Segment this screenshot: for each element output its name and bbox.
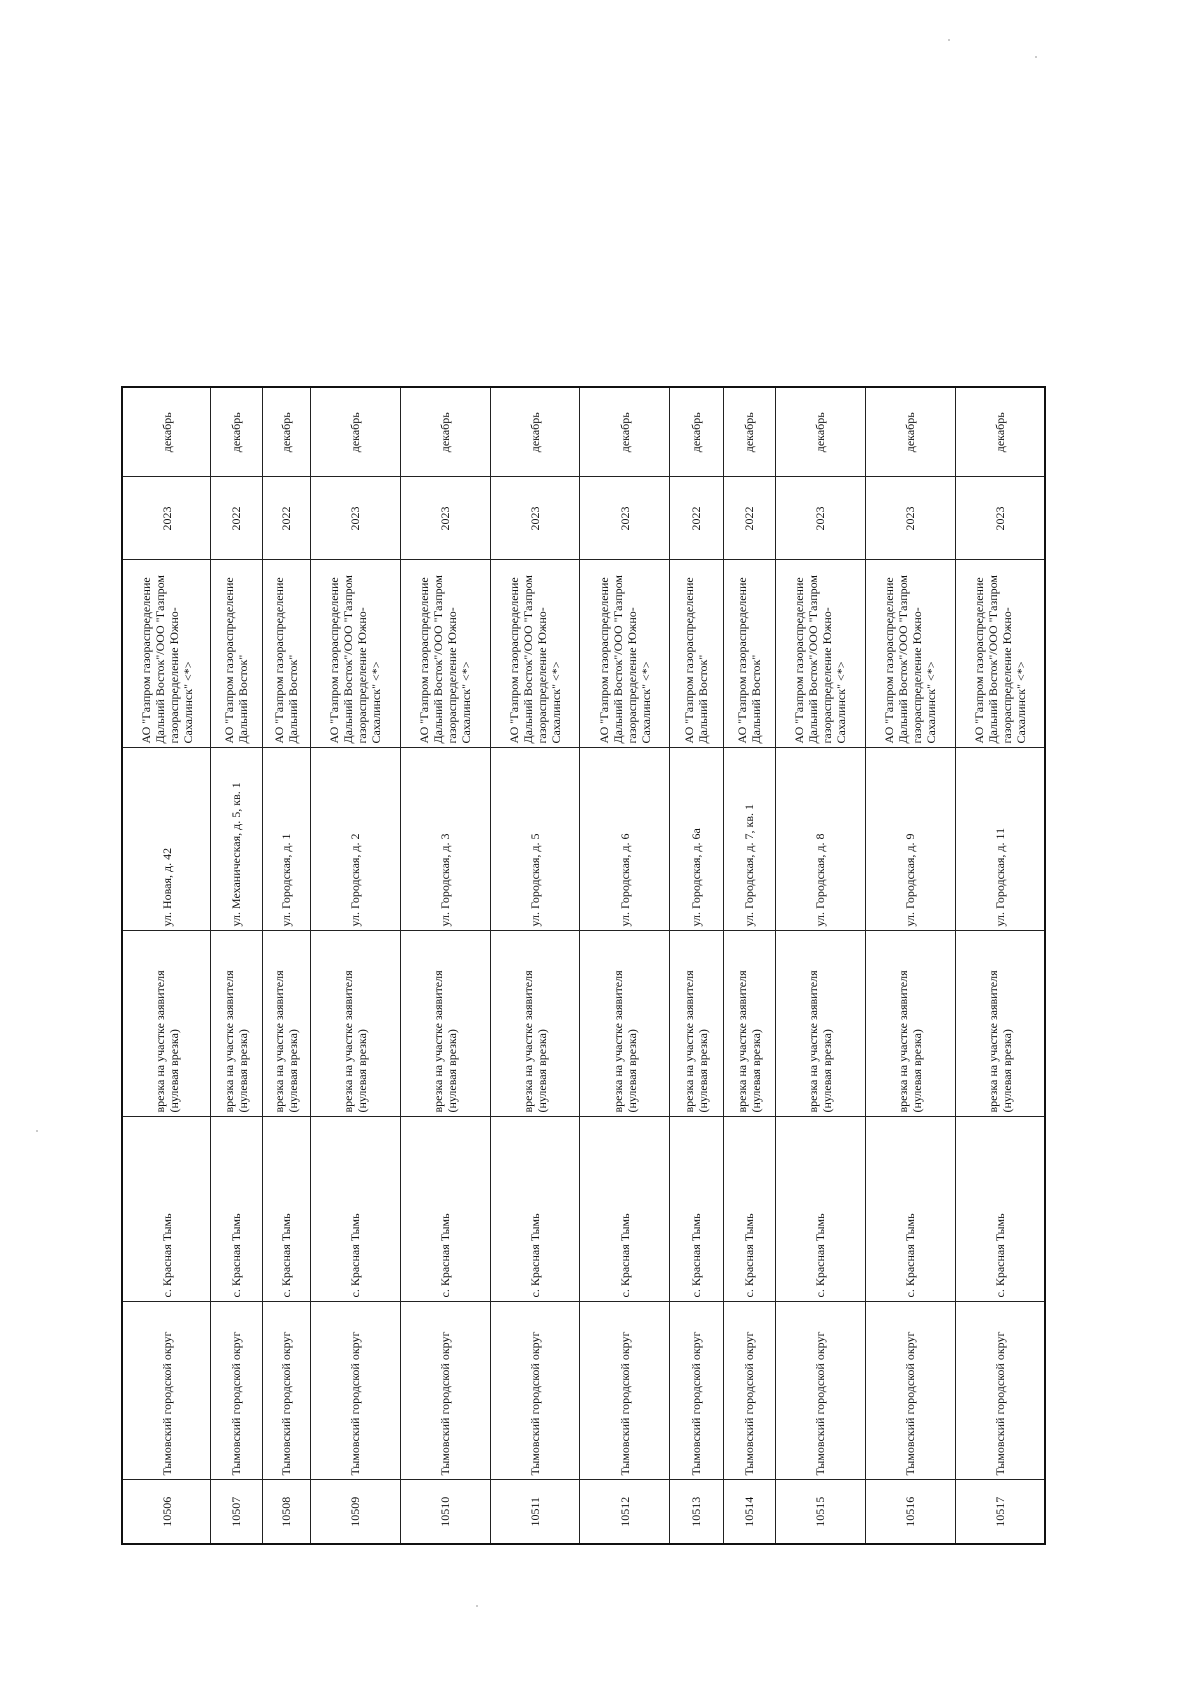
locality-cell: с. Красная Тымь xyxy=(211,1117,262,1302)
month-cell: декабрь xyxy=(122,387,211,477)
year-cell: 2023 xyxy=(776,477,866,560)
year-cell: 2023 xyxy=(122,477,211,560)
table-row xyxy=(262,387,310,1544)
year-cell: 2022 xyxy=(723,477,775,560)
address-cell: ул. Городская, д. 11 xyxy=(955,748,1045,931)
table-row xyxy=(865,387,955,1544)
table-row xyxy=(400,387,490,1544)
work-type-cell: врезка на участке заявителя (нулевая врезка) xyxy=(865,931,955,1117)
work-type-cell: врезка на участке заявителя (нулевая врезка) xyxy=(262,931,310,1117)
district-cell: Тымовский городской округ xyxy=(776,1302,866,1480)
address-cell: ул. Городская, д. 7, кв. 1 xyxy=(723,748,775,931)
month-cell: декабрь xyxy=(670,387,723,477)
address-cell: ул. Городская, д. 6 xyxy=(580,748,670,931)
locality-cell: с. Красная Тымь xyxy=(865,1117,955,1302)
work-type-cell: врезка на участке заявителя (нулевая врезка) xyxy=(122,931,211,1117)
district-cell: Тымовский городской округ xyxy=(311,1302,401,1480)
table-row xyxy=(955,387,1045,1544)
month-cell: декабрь xyxy=(400,387,490,477)
month-cell: декабрь xyxy=(580,387,670,477)
year-cell: 2022 xyxy=(670,477,723,560)
work-type-cell: врезка на участке заявителя (нулевая врезка) xyxy=(670,931,723,1117)
district-cell: Тымовский городской округ xyxy=(262,1302,310,1480)
locality-cell: с. Красная Тымь xyxy=(122,1117,211,1302)
work-type-cell: врезка на участке заявителя (нулевая врезка) xyxy=(211,931,262,1117)
table-row xyxy=(723,387,775,1544)
locality-cell: с. Красная Тымь xyxy=(723,1117,775,1302)
row-number: 10511 xyxy=(490,1480,580,1544)
rotated-table-container xyxy=(121,388,1046,1545)
table-row xyxy=(580,387,670,1544)
address-cell: ул. Городская, д. 5 xyxy=(490,748,580,931)
year-cell: 2022 xyxy=(262,477,310,560)
address-cell: ул. Городская, д. 8 xyxy=(776,748,866,931)
organization-cell: АО "Газпром газораспределение Дальний Восток"/ООО "Газпром газораспределение Южно-Сахалинск" <*> xyxy=(311,560,401,748)
month-cell: декабрь xyxy=(211,387,262,477)
row-number: 10507 xyxy=(211,1480,262,1544)
work-type-cell: врезка на участке заявителя (нулевая врезка) xyxy=(311,931,401,1117)
district-cell: Тымовский городской округ xyxy=(865,1302,955,1480)
organization-cell: АО "Газпром газораспределение Дальний Восток"/ООО "Газпром газораспределение Южно-Сахалинск" <*> xyxy=(400,560,490,748)
organization-cell: АО "Газпром газораспределение Дальний Восток"/ООО "Газпром газораспределение Южно-Сахалинск" <*> xyxy=(490,560,580,748)
year-cell: 2023 xyxy=(490,477,580,560)
row-number: 10506 xyxy=(122,1480,211,1544)
address-cell: ул. Городская, д. 3 xyxy=(400,748,490,931)
work-type-cell: врезка на участке заявителя (нулевая врезка) xyxy=(776,931,866,1117)
row-number: 10515 xyxy=(776,1480,866,1544)
organization-cell: АО "Газпром газораспределение Дальний Восток"/ООО "Газпром газораспределение Южно-Сахалинск" <*> xyxy=(955,560,1045,748)
organization-cell: АО "Газпром газораспределение Дальний Восток" xyxy=(723,560,775,748)
table-row xyxy=(211,387,262,1544)
district-cell: Тымовский городской округ xyxy=(400,1302,490,1480)
scan-speck xyxy=(948,39,950,41)
row-number: 10514 xyxy=(723,1480,775,1544)
month-cell: декабрь xyxy=(865,387,955,477)
work-type-cell: врезка на участке заявителя (нулевая врезка) xyxy=(400,931,490,1117)
address-cell: ул. Городская, д. 1 xyxy=(262,748,310,931)
year-cell: 2023 xyxy=(580,477,670,560)
locality-cell: с. Красная Тымь xyxy=(955,1117,1045,1302)
month-cell: декабрь xyxy=(723,387,775,477)
table-row xyxy=(490,387,580,1544)
locality-cell: с. Красная Тымь xyxy=(311,1117,401,1302)
locality-cell: с. Красная Тымь xyxy=(490,1117,580,1302)
district-cell: Тымовский городской округ xyxy=(955,1302,1045,1480)
table-row xyxy=(311,387,401,1544)
organization-cell: АО "Газпром газораспределение Дальний Восток" xyxy=(211,560,262,748)
district-cell: Тымовский городской округ xyxy=(122,1302,211,1480)
year-cell: 2023 xyxy=(865,477,955,560)
address-cell: ул. Городская, д. 9 xyxy=(865,748,955,931)
row-number: 10508 xyxy=(262,1480,310,1544)
table-body xyxy=(122,387,1045,1544)
address-cell: ул. Городская, д. 2 xyxy=(311,748,401,931)
organization-cell: АО "Газпром газораспределение Дальний Восток"/ООО "Газпром газораспределение Южно-Сахалинск" <*> xyxy=(122,560,211,748)
scan-speck xyxy=(1035,56,1037,58)
locality-cell: с. Красная Тымь xyxy=(262,1117,310,1302)
month-cell: декабрь xyxy=(262,387,310,477)
month-cell: декабрь xyxy=(955,387,1045,477)
work-type-cell: врезка на участке заявителя (нулевая врезка) xyxy=(955,931,1045,1117)
year-cell: 2022 xyxy=(211,477,262,560)
address-cell: ул. Новая, д. 42 xyxy=(122,748,211,931)
locality-cell: с. Красная Тымь xyxy=(400,1117,490,1302)
organization-cell: АО "Газпром газораспределение Дальний Восток"/ООО "Газпром газораспределение Южно-Сахалинск" <*> xyxy=(580,560,670,748)
row-number: 10516 xyxy=(865,1480,955,1544)
district-cell: Тымовский городской округ xyxy=(211,1302,262,1480)
organization-cell: АО "Газпром газораспределение Дальний Восток" xyxy=(670,560,723,748)
district-cell: Тымовский городской округ xyxy=(490,1302,580,1480)
table-row xyxy=(122,387,211,1544)
work-type-cell: врезка на участке заявителя (нулевая врезка) xyxy=(723,931,775,1117)
year-cell: 2023 xyxy=(955,477,1045,560)
gasification-register-table xyxy=(121,386,1046,1545)
row-number: 10510 xyxy=(400,1480,490,1544)
organization-cell: АО "Газпром газораспределение Дальний Восток" xyxy=(262,560,310,748)
year-cell: 2023 xyxy=(311,477,401,560)
organization-cell: АО "Газпром газораспределение Дальний Восток"/ООО "Газпром газораспределение Южно-Сахалинск" <*> xyxy=(865,560,955,748)
district-cell: Тымовский городской округ xyxy=(670,1302,723,1480)
organization-cell: АО "Газпром газораспределение Дальний Восток"/ООО "Газпром газораспределение Южно-Сахалинск" <*> xyxy=(776,560,866,748)
table-row xyxy=(776,387,866,1544)
locality-cell: с. Красная Тымь xyxy=(670,1117,723,1302)
table-row xyxy=(670,387,723,1544)
scan-speck xyxy=(36,1130,38,1132)
row-number: 10512 xyxy=(580,1480,670,1544)
work-type-cell: врезка на участке заявителя (нулевая врезка) xyxy=(580,931,670,1117)
month-cell: декабрь xyxy=(311,387,401,477)
year-cell: 2023 xyxy=(400,477,490,560)
district-cell: Тымовский городской округ xyxy=(580,1302,670,1480)
work-type-cell: врезка на участке заявителя (нулевая врезка) xyxy=(490,931,580,1117)
address-cell: ул. Городская, д. 6а xyxy=(670,748,723,931)
locality-cell: с. Красная Тымь xyxy=(580,1117,670,1302)
row-number: 10517 xyxy=(955,1480,1045,1544)
row-number: 10509 xyxy=(311,1480,401,1544)
address-cell: ул. Механическая, д. 5, кв. 1 xyxy=(211,748,262,931)
locality-cell: с. Красная Тымь xyxy=(776,1117,866,1302)
scan-speck xyxy=(476,1605,478,1607)
row-number: 10513 xyxy=(670,1480,723,1544)
district-cell: Тымовский городской округ xyxy=(723,1302,775,1480)
month-cell: декабрь xyxy=(490,387,580,477)
month-cell: декабрь xyxy=(776,387,866,477)
